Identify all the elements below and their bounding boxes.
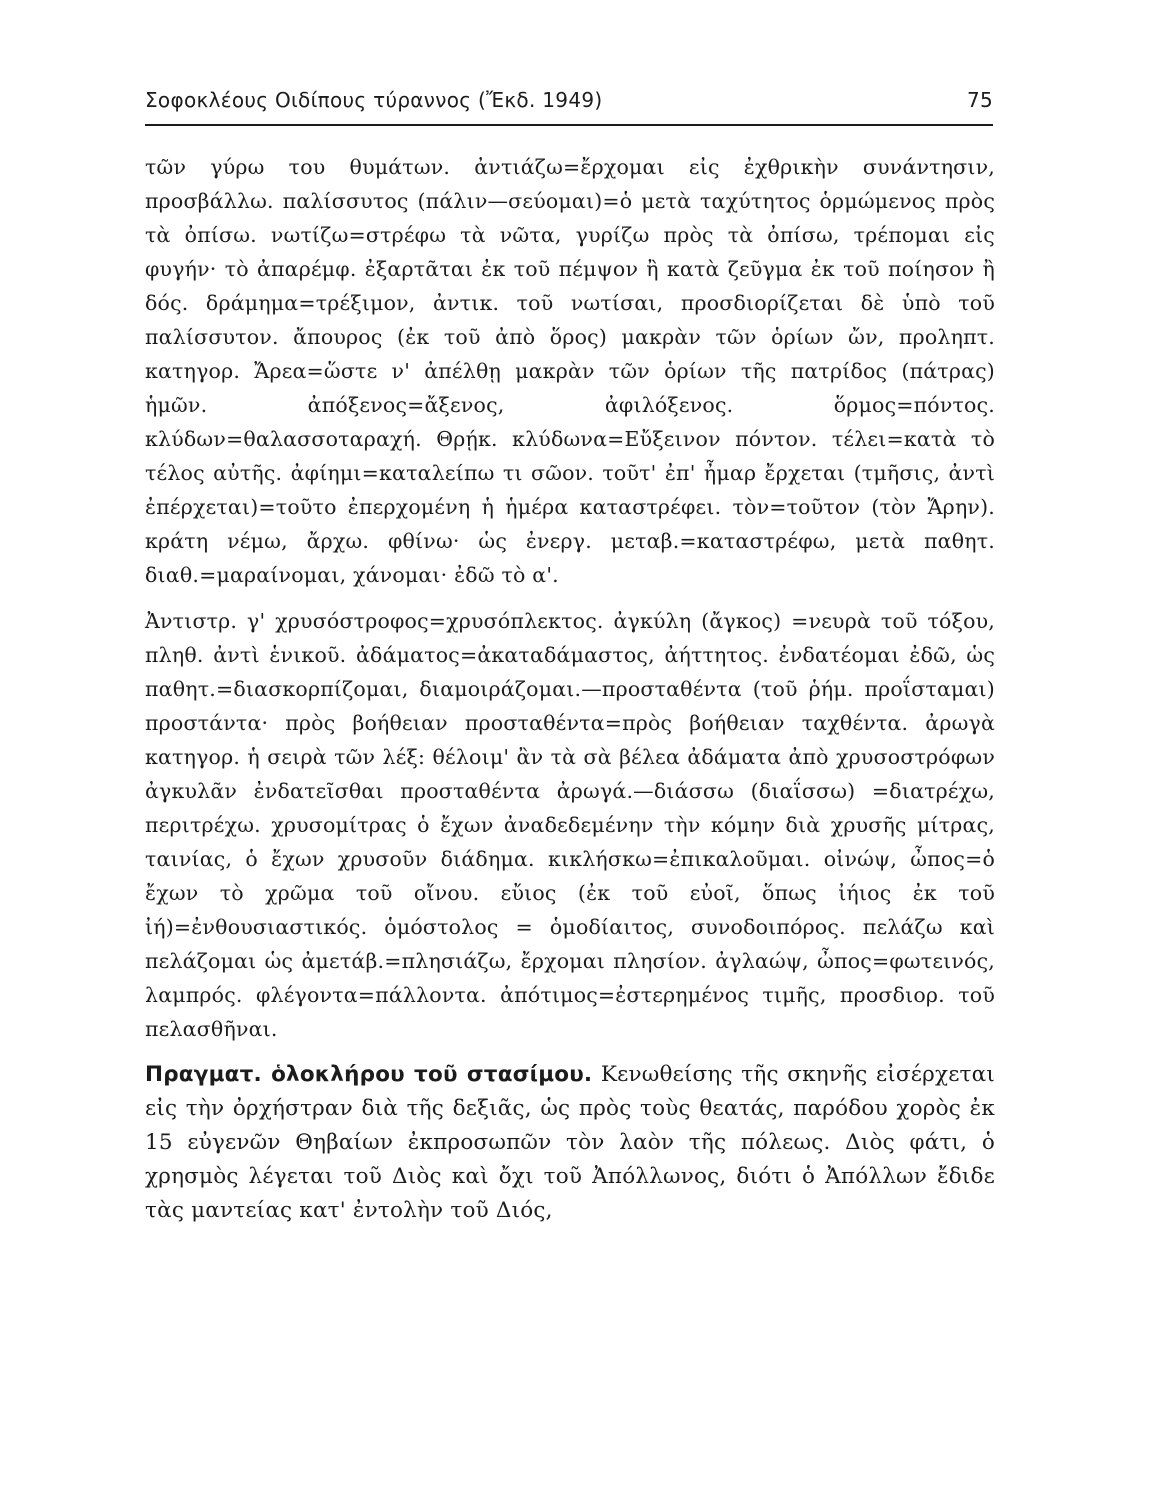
paragraph-strophe-commentary: τῶν γύρω του θυμάτων. ἀντιάζω=ἔρχομαι εἰς ἐχθρικὴν συνάντησιν, προσβάλλω. παλίσσυτος (πάλιν—σεύομαι)=ὁ μετὰ ταχύτητος ὁρμώμενος πρὸς τὰ ὀπίσω. νωτίζω=στρέφω τὰ νῶτα, γυρίζω πρὸς τὰ ὀπίσω, τρέπομαι εἰς φυγήν· τὸ ἀπαρέμφ. ἐξαρτᾶται ἐκ τοῦ πέμψον ἢ κατὰ ζεῦγμα ἐκ τοῦ ποίησον ἢ δός. δράμημα=τρέξιμον, ἀντικ. τοῦ νωτίσαι, προσδιορίζεται δὲ ὑπὸ τοῦ παλίσσυτον. ἄπουρος (ἐκ τοῦ ἀπὸ ὅρος) μακρὰν τῶν ὁρίων ὤν, προληπτ. κατηγορ. Ἄρεα=ὥστε ν' ἀπέλθῃ μακρὰν τῶν ὁρίων τῆς πατρίδος (πάτρας) ἡμῶν. ἀπόξενος=ἄξενος, ἀφιλόξενος. ὅρμος=πόντος. κλύδων=θαλασσοταραχή. Θρῄκ. κλύδωνα=Εὔξεινον πόντον. τέλει=κατὰ τὸ τέλος αὐτῆς. ἀφίημι=καταλείπω τι σῶον. τοῦτ' ἐπ' ἦμαρ ἔρχεται (τμῆσις, ἀντὶ ἐπέρχεται)=τοῦτο ἐπερχομένη ἡ ἡμέρα καταστρέφει. τὸν=τοῦτον (τὸν Ἄρην). κράτη νέμω, ἄρχω. φθίνω· ὡς ἐνεργ. μεταβ.=καταστρέφω, μετὰ παθητ. διαθ.=μαραίνομαι, χάνομαι· ἐδῶ τὸ α'.: [145, 155, 995, 587]
header-rule: [145, 124, 993, 126]
paragraph-antistrophe-commentary: Ἀντιστρ. γ' χρυσόστροφος=χρυσόπλεκτος. ἀγκύλη (ἄγκος) =νευρὰ τοῦ τόξου, πληθ. ἀντὶ ἑνικοῦ. ἀδάματος=ἀκαταδάμαστος, ἀήττητος. ἐνδατέομαι ἐδῶ, ὡς παθητ.=διασκορπίζομαι, διαμοιράζομαι.—προσταθέντα (τοῦ ῥήμ. προΐσταμαι) προστάντα· πρὸς βοήθειαν προσταθέντα=πρὸς βοήθειαν ταχθέντα. ἀρωγὰ κατηγορ. ἡ σειρὰ τῶν λέξ: θέλοιμ' ἂν τὰ σὰ βέλεα ἀδάματα ἀπὸ χρυσοστρόφων ἀγκυλᾶν ἐνδατεῖσθαι προσταθέντα ἀρωγά.—διάσσω (διαΐσσω) =διατρέχω, περιτρέχω. χρυσομίτρας ὁ ἔχων ἀναδεδεμένην τὴν κόμην διὰ χρυσῆς μίτρας, ταινίας, ὁ ἔχων χρυσοῦν διάδημα. κικλήσκω=ἐπικαλοῦμαι. οἰνώψ, ὦπος=ὁ ἔχων τὸ χρῶμα τοῦ οἴνου. εὔιος (ἐκ τοῦ εὐοῖ, ὅπως ἰήιος ἐκ τοῦ ἰή)=ἐνθουσιαστικός. ὁμόστολος = ὁμοδίαιτος, συνοδοιπόρος. πελάζω καὶ πελάζομαι ὡς ἀμετάβ.=πλησιάζω, ἔρχομαι πλησίον. ἀγλαώψ, ὦπος=φωτεινός, λαμπρός. φλέγοντα=πάλλοντα. ἀπότιμος=ἐστερημένος τιμῆς, προσδιορ. τοῦ πελασθῆναι.: [145, 609, 995, 1041]
running-title: Σοφοκλέους Οιδίπους τύραννος (Ἔκδ. 1949): [145, 88, 603, 112]
section-lead: Πραγματ. ὁλοκλήρου τοῦ στασίμου.: [145, 1062, 593, 1087]
commentary-body: [145, 150, 995, 1228]
page-number: 75: [966, 88, 993, 112]
paragraph-stasimon-summary: [145, 1058, 995, 1228]
section-text: Κενωθείσης τῆς σκηνῆς εἰσέρχεται εἰς τὴν ὀρχήστραν διὰ τῆς δεξιᾶς, ὡς πρὸς τοὺς θεατάς, παρόδου χορὸς ἐκ 15 εὐγενῶν Θηβαίων ἐκπροσωπῶν τὸν λαὸν τῆς πόλεως. Διὸς φάτι, ὁ χρησμὸς λέγεται τοῦ Διὸς καὶ ὄχι τοῦ Ἀπόλλωνος, διότι ὁ Ἀπόλλων ἔδιδε τὰς μαντείας κατ' ἐντολὴν τοῦ Διός,: [145, 1062, 995, 1223]
running-header: [145, 88, 993, 120]
